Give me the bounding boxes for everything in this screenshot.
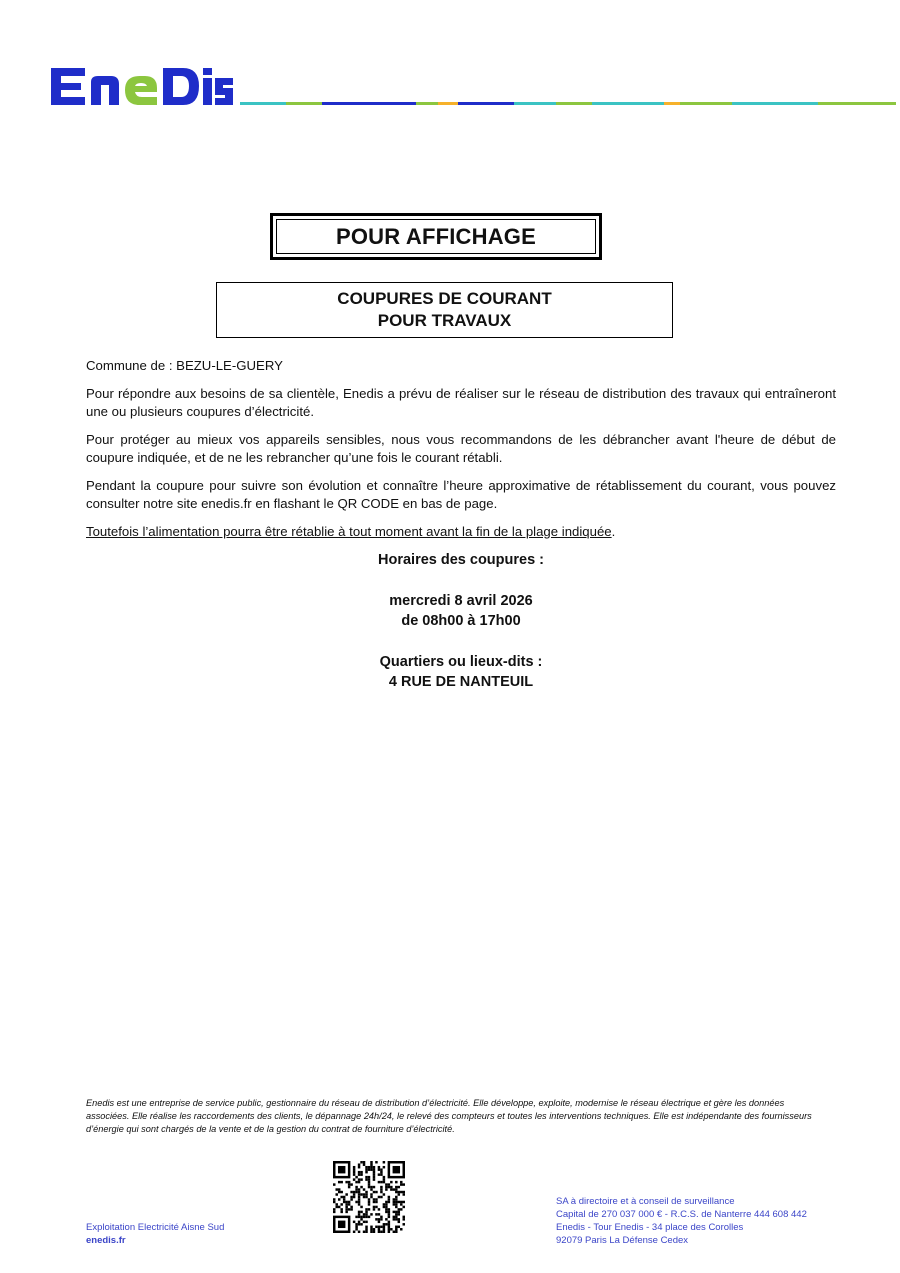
outage-time: de 08h00 à 17h00 bbox=[401, 613, 521, 629]
title-frame bbox=[270, 213, 602, 260]
qr-code-icon[interactable] bbox=[333, 1161, 405, 1233]
company-line-4: 92079 Paris La Défense Cedex bbox=[556, 1235, 689, 1246]
paragraph-1: Pour répondre aux besoins de sa clientèle, Enedis a prévu de réaliser sur le réseau de distribution des travaux qui entraîneront une ou plusieurs coupures d’électricité. bbox=[86, 386, 836, 419]
footer-website-link[interactable]: enedis.fr bbox=[86, 1235, 126, 1246]
company-line-2: Capital de 270 037 000 € - R.C.S. de Nanterre 444 608 442 bbox=[556, 1209, 807, 1220]
paragraph-3: Pendant la coupure pour suivre son évolution et connaître l’heure approximative de rétablissement du courant, vous pouvez consulter notre site enedis.fr en flashant le QR CODE en bas de page. bbox=[86, 478, 836, 511]
page-title: POUR AFFICHAGE bbox=[276, 219, 596, 254]
company-line-1: SA à directoire et à conseil de surveillance bbox=[556, 1196, 735, 1207]
footer-unit: Exploitation Electricité Aisne Sud bbox=[86, 1222, 225, 1233]
outage-date: mercredi 8 avril 2026 bbox=[389, 593, 533, 609]
company-line-3: Enedis - Tour Enedis - 34 place des Corolles bbox=[556, 1222, 744, 1233]
footer-company-info bbox=[556, 1195, 807, 1247]
footer-left bbox=[86, 1221, 224, 1247]
subtitle-frame bbox=[216, 282, 673, 338]
commune-line: Commune de : BEZU-LE-GUERY bbox=[86, 358, 283, 373]
schedule-heading: Horaires des coupures : bbox=[378, 552, 544, 568]
subtitle-line-2: POUR TRAVAUX bbox=[377, 311, 512, 330]
paragraph-2: Pour protéger au mieux vos appareils sensibles, nous vous recommandons de les débrancher avant l'heure de début de coupure indiquée, et de ne les rebrancher qu’une fois le courant rétabli. bbox=[86, 432, 836, 465]
enedis-logo bbox=[45, 64, 235, 108]
places-heading: Quartiers ou lieux-dits : bbox=[379, 654, 543, 670]
legal-notice: Enedis est une entreprise de service public, gestionnaire du réseau de distribution d’électricité. Elle développe, exploite, modernise le réseau électrique et gère les données associées. Elle réalise les raccordements des clients, le dépannage 24h/24, le relevé des compteurs et toutes les interventions techniques. Elle est indépendante des fournisseurs d’énergie qui sont chargés de la vente et de la gestion du contrat de fourniture d’électricité. bbox=[86, 1098, 812, 1134]
subtitle-line-1: COUPURES DE COURANT bbox=[337, 289, 552, 308]
outage-place: 4 RUE DE NANTEUIL bbox=[388, 674, 534, 690]
header-stripe bbox=[240, 102, 896, 105]
restoration-warning: Toutefois l’alimentation pourra être rétablie à tout moment avant la fin de la plage indiquée bbox=[86, 524, 612, 539]
paragraph-4: Toutefois l’alimentation pourra être rétablie à tout moment avant la fin de la plage indiquée. bbox=[86, 524, 616, 539]
notice-body bbox=[86, 357, 836, 551]
